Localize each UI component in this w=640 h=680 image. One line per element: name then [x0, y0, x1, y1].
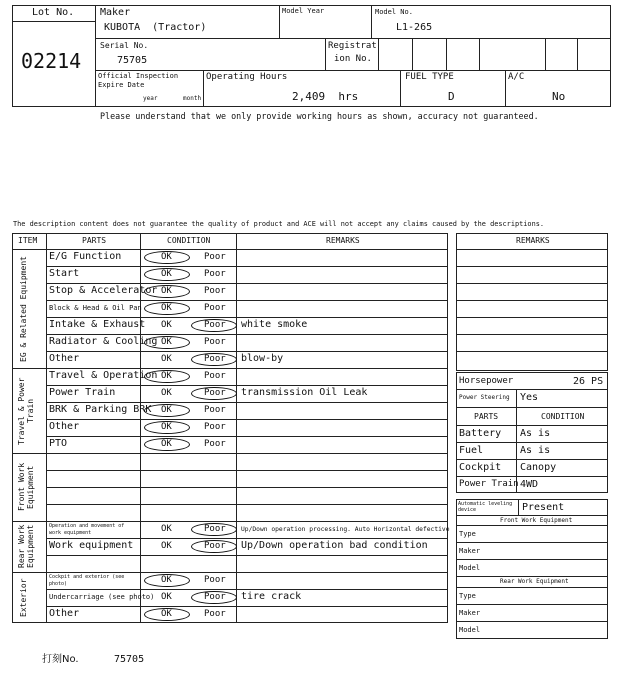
poor-circle-mark — [191, 540, 237, 553]
power-steering-label: Power Steering — [459, 394, 510, 401]
table-row — [46, 317, 448, 334]
front-type-label: Type — [459, 530, 476, 538]
poor-option: Poor — [204, 609, 226, 619]
header-parts: PARTS — [82, 236, 107, 245]
poor-circle-mark — [191, 591, 237, 604]
ok-option: OK — [161, 354, 172, 364]
right-remarks-header: REMARKS — [516, 236, 550, 245]
hours-note: Please understand that we only provide working hours as shown, accuracy not guaranteed. — [100, 111, 539, 121]
month-label: month — [183, 95, 202, 102]
row-remark: white smoke — [241, 319, 308, 330]
ok-option: OK — [161, 524, 172, 534]
model-year-label: Model Year — [282, 7, 325, 15]
rear-work-header: Rear Work Equipment — [500, 578, 569, 585]
row-remark: blow-by — [241, 353, 284, 364]
part-name: Undercarriage (see photo) — [49, 593, 155, 601]
poor-option: Poor — [204, 269, 226, 279]
auto-level-label-1: Automatic leveling — [458, 501, 513, 507]
table-row — [46, 453, 448, 470]
ok-option: OK — [161, 269, 172, 279]
maker-label: Maker — [100, 7, 131, 18]
hours-value: 2,409 hrs — [292, 90, 359, 103]
poor-option: Poor — [204, 320, 226, 330]
fuel-type-label: FUEL TYPE — [405, 72, 454, 82]
rear-maker-label: Maker — [459, 609, 481, 617]
poor-option: Poor — [204, 371, 226, 381]
fuel-type-value: D — [448, 90, 455, 103]
power-steering-value: Yes — [520, 392, 539, 403]
row-remark: Up/Down operation processing. Auto Horizontal defective — [241, 526, 450, 533]
ok-option: OK — [161, 422, 172, 432]
table-row — [46, 487, 448, 504]
year-label: year — [143, 95, 158, 102]
table-row — [46, 470, 448, 487]
table-row — [46, 334, 448, 351]
ok-circle-mark — [144, 285, 190, 298]
battery-value: As is — [520, 428, 551, 439]
row-remark: Up/Down operation bad condition — [241, 540, 428, 551]
ok-option: OK — [161, 405, 172, 415]
part-name: Intake & Exhaust — [49, 319, 146, 330]
ok-circle-mark — [144, 302, 190, 315]
power-train-value: 4WD — [520, 479, 539, 490]
power-train-label: Power Train — [459, 479, 519, 489]
table-row — [46, 368, 448, 385]
group-label-travel: Travel & Power Train — [17, 377, 36, 445]
part-name: Work equipment — [49, 540, 134, 551]
ok-option: OK — [161, 337, 172, 347]
header-remarks: REMARKS — [326, 236, 360, 245]
group-label-front-work: Front Work Equipment — [17, 462, 36, 512]
poor-circle-mark — [191, 319, 237, 332]
cockpit-label: Cockpit — [459, 462, 502, 473]
table-row — [46, 385, 448, 402]
poor-option: Poor — [204, 303, 226, 313]
header-item: ITEM — [18, 236, 38, 245]
ok-circle-mark — [144, 421, 190, 434]
group-label-rear-work: Rear Work Equipment — [17, 524, 36, 569]
ac-value: No — [552, 90, 566, 103]
inspection-label-1: Official Inspection — [98, 72, 179, 80]
part-name: Other — [49, 353, 80, 364]
inspection-label-2: Expire Date — [98, 81, 145, 89]
rear-model-label: Model — [459, 626, 481, 634]
stamp-no-label: 打刻No. — [42, 654, 79, 665]
ok-option: OK — [161, 439, 172, 449]
header-condition: CONDITION — [167, 236, 211, 245]
ok-option: OK — [161, 320, 172, 330]
part-name: Radiator & Cooling — [49, 336, 158, 347]
table-row — [46, 402, 448, 419]
row-remark: transmission Oil Leak — [241, 387, 368, 398]
table-row — [46, 419, 448, 436]
poor-circle-mark — [191, 353, 237, 366]
part-name: Start — [49, 268, 80, 279]
group-label-eg: EG & Related Equipment — [19, 256, 28, 362]
serial-value: 75705 — [117, 55, 148, 66]
row-remark: tire crack — [241, 591, 302, 602]
lot-label: Lot No. — [32, 7, 75, 18]
condition-header: CONDITION — [541, 412, 585, 421]
poor-option: Poor — [204, 337, 226, 347]
front-maker-label: Maker — [459, 547, 481, 555]
poor-option: Poor — [204, 286, 226, 296]
parts-header: PARTS — [474, 412, 499, 421]
poor-option: Poor — [204, 388, 226, 398]
rear-type-label: Type — [459, 592, 476, 600]
ok-circle-mark — [144, 268, 190, 281]
registration-label-2: ion No. — [334, 54, 372, 64]
ok-circle-mark — [144, 251, 190, 264]
ok-option: OK — [161, 609, 172, 619]
poor-option: Poor — [204, 252, 226, 262]
part-name: Operation and movement of work equipment — [49, 523, 125, 536]
table-row — [46, 606, 448, 623]
front-model-label: Model — [459, 564, 481, 572]
disclaimer: The description content does not guarantee the quality of product and ACE will not accept any claims caused by the descriptions. — [13, 220, 545, 228]
ok-option: OK — [161, 286, 172, 296]
ok-circle-mark — [144, 336, 190, 349]
ok-option: OK — [161, 371, 172, 381]
fuel-value: As is — [520, 445, 551, 456]
lot-number: 02214 — [21, 49, 82, 73]
front-work-header: Front Work Equipment — [500, 517, 573, 524]
part-name: BRK & Parking BRK — [49, 404, 152, 415]
table-row — [46, 436, 448, 453]
ok-option: OK — [161, 252, 172, 262]
part-name: Travel & Operation — [49, 370, 158, 381]
stamp-no-value: 75705 — [114, 654, 145, 665]
auto-level-value: Present — [522, 502, 565, 513]
poor-circle-mark — [191, 387, 237, 400]
table-row — [46, 249, 448, 266]
poor-option: Poor — [204, 422, 226, 432]
poor-option: Poor — [204, 439, 226, 449]
maker-value: KUBOTA (Tractor) — [104, 22, 207, 33]
table-row — [46, 538, 448, 555]
table-row — [46, 283, 448, 300]
ok-circle-mark — [144, 608, 190, 621]
ok-option: OK — [161, 303, 172, 313]
model-no-value: L1-265 — [396, 22, 433, 33]
part-name: E/G Function — [49, 251, 122, 262]
ok-option: OK — [161, 592, 172, 602]
poor-option: Poor — [204, 592, 226, 602]
poor-option: Poor — [204, 541, 226, 551]
ok-option: OK — [161, 388, 172, 398]
model-no-label: Model No. — [375, 8, 413, 16]
table-row — [46, 572, 448, 589]
registration-label-1: Registrat — [328, 41, 377, 51]
auto-level-label-2: device — [458, 507, 477, 513]
ok-circle-mark — [144, 574, 190, 587]
part-name: Stop & Accelerator — [49, 285, 158, 296]
horsepower-label: Horsepower — [459, 376, 514, 386]
table-row — [46, 300, 448, 317]
table-row — [46, 351, 448, 368]
poor-option: Poor — [204, 354, 226, 364]
ok-option: OK — [161, 575, 172, 585]
part-name: Other — [49, 608, 80, 619]
hours-label: Operating Hours — [206, 72, 288, 82]
part-name: Power Train — [49, 387, 116, 398]
part-name: Other — [49, 421, 80, 432]
poor-option: Poor — [204, 524, 226, 534]
ok-circle-mark — [144, 404, 190, 417]
cockpit-value: Canopy — [520, 462, 557, 473]
serial-label: Serial No. — [100, 41, 149, 50]
group-label-exterior: Exterior — [19, 578, 28, 618]
horsepower-value: 26 PS — [573, 376, 604, 387]
ok-circle-mark — [144, 370, 190, 383]
table-row — [46, 521, 448, 538]
part-name: Cockpit and exterior (see photo) — [49, 574, 125, 587]
poor-option: Poor — [204, 405, 226, 415]
ac-label: A/C — [508, 72, 525, 82]
poor-circle-mark — [191, 523, 237, 536]
battery-label: Battery — [459, 428, 502, 439]
fuel-label: Fuel — [459, 445, 484, 456]
table-row — [46, 266, 448, 283]
ok-option: OK — [161, 541, 172, 551]
poor-option: Poor — [204, 575, 226, 585]
part-name: Block & Head & Oil Pan — [49, 304, 142, 312]
part-name: PTO — [49, 438, 68, 449]
ok-circle-mark — [144, 438, 190, 451]
table-row — [46, 589, 448, 606]
